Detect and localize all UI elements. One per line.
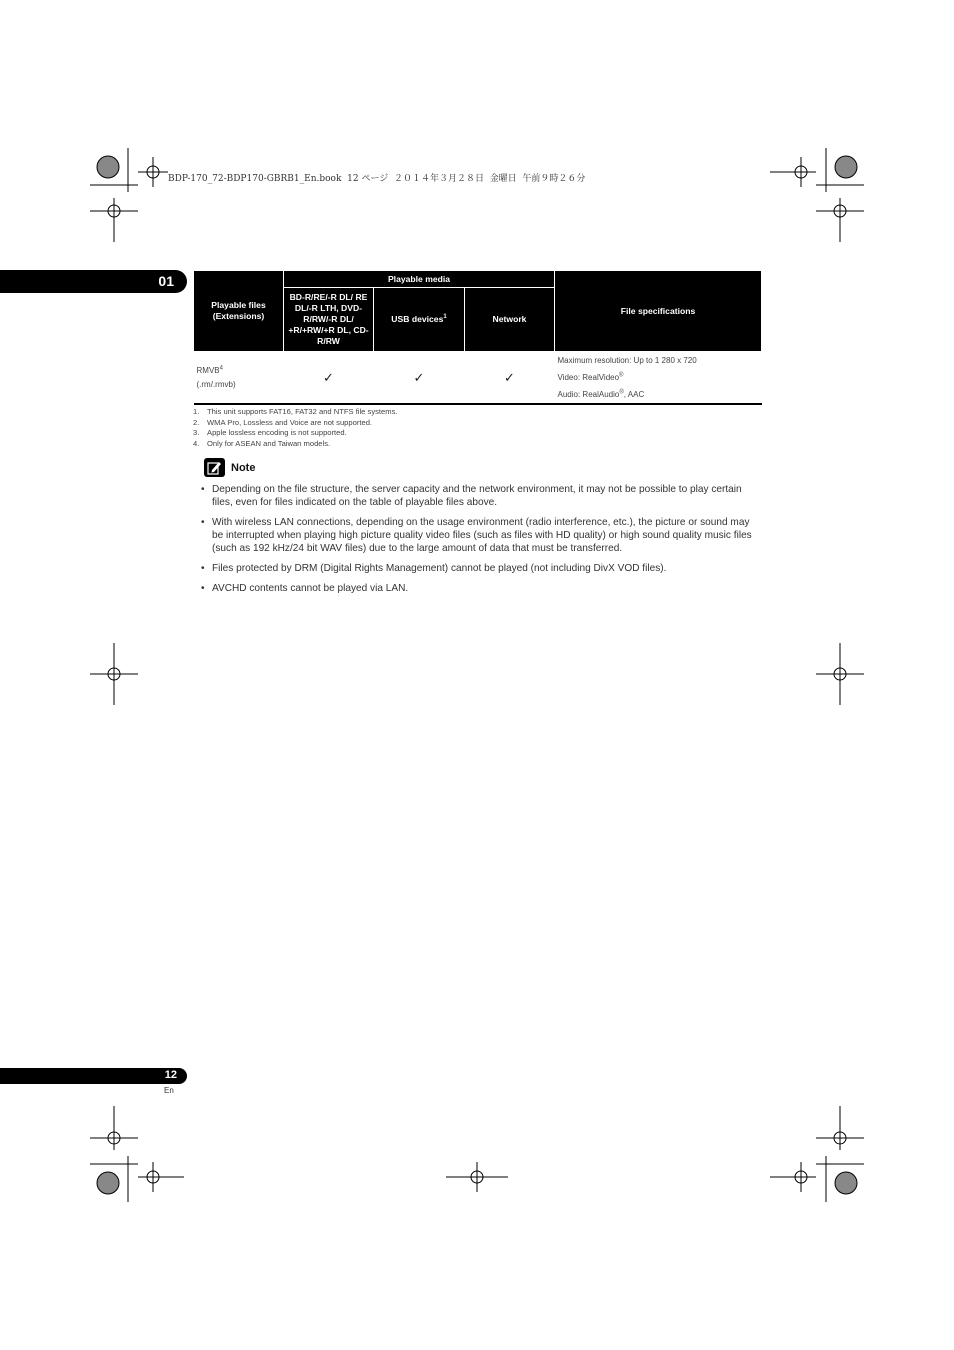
cell-disc-check: ✓ <box>284 352 374 405</box>
cell-usb-check: ✓ <box>374 352 465 405</box>
page-number: 12 <box>164 1069 177 1081</box>
print-header-line: BDP-170_72-BDP170-GBRB1_En.book 12 ページ ２０１４年３月２８日 金曜日 午前９時２６分 <box>168 174 586 184</box>
spec-video-mark: ® <box>619 372 624 379</box>
note-item: • Files protected by DRM (Digital Rights Management) cannot be played (not including DivX VOD files). <box>201 562 761 575</box>
format-extensions: (.rm/.rmvb) <box>196 379 236 389</box>
table-row <box>194 352 762 405</box>
page-number-tab <box>0 1068 187 1084</box>
footnote-number: 4. <box>193 439 200 449</box>
cell-network-check: ✓ <box>465 352 555 405</box>
pencil-note-icon <box>204 458 225 477</box>
header-playable-files: Playable files (Extensions) <box>194 271 284 352</box>
note-item: • AVCHD contents cannot be played via LAN. <box>201 582 761 595</box>
footnote <box>193 439 753 450</box>
header-usb-devices <box>374 288 465 352</box>
footnote-text: This unit supports FAT16, FAT32 and NTFS file systems. <box>207 407 398 416</box>
footnote <box>193 428 753 439</box>
footnote-number: 1. <box>193 407 200 416</box>
chapter-number: 01 <box>158 273 174 289</box>
header-disc-media: BD-R/RE/-R DL/ RE DL/-R LTH, DVD-R/RW/-R DL/ +R/+RW/+R DL, CD-R/RW <box>284 288 374 352</box>
footnote-text: Only for ASEAN and Taiwan models. <box>207 439 331 449</box>
header-network: Network <box>465 288 555 352</box>
playable-files-table <box>193 270 762 405</box>
spec-audio-mark: ® <box>619 389 624 396</box>
note-label: Note <box>231 462 256 474</box>
chapter-tab <box>0 270 187 293</box>
spec-audio-text: Audio: RealAudio <box>557 390 620 399</box>
note-item: • Depending on the file structure, the server capacity and the network environment, it may not be possible to play certain files, even for files indicated on the table of playable files above. <box>201 483 761 509</box>
format-footnote-ref: 4 <box>219 364 223 371</box>
spec-resolution: Maximum resolution: Up to 1 280 x 720 <box>557 356 697 365</box>
spec-video-text: Video: RealVideo <box>557 373 620 382</box>
footnote-number: 2. <box>193 417 200 427</box>
spec-audio <box>558 386 759 403</box>
usb-footnote-ref: 1 <box>443 314 447 321</box>
header-playable-media: Playable media <box>284 271 555 288</box>
format-name: RMVB <box>196 365 220 375</box>
note-item: • With wireless LAN connections, depending on the usage environment (radio interference, etc.), the picture or sound may be interrupted when playing high picture quality video files (such as files with HD quality) or high sound quality music files (such as 192 kHz/24 bit WAV files) due to the large amount of data that must be transferred. <box>201 516 761 555</box>
header-file-specifications: File specifications <box>555 271 762 352</box>
cell-file-specs <box>555 352 762 405</box>
spec-video <box>558 369 759 386</box>
header-usb-label: USB devices <box>391 314 444 324</box>
page-language: En <box>164 1086 174 1095</box>
footnote-text: Apple lossless encoding is not supported. <box>207 428 347 438</box>
spec-audio-tail: , AAC <box>623 390 645 399</box>
footnote-text: WMA Pro, Lossless and Voice are not supported. <box>207 417 373 427</box>
cell-format <box>194 352 284 405</box>
note-list <box>201 483 761 602</box>
footnote <box>193 407 753 418</box>
footnote-number: 3. <box>193 428 200 438</box>
footnote <box>193 418 753 429</box>
table-footnotes <box>193 407 753 450</box>
